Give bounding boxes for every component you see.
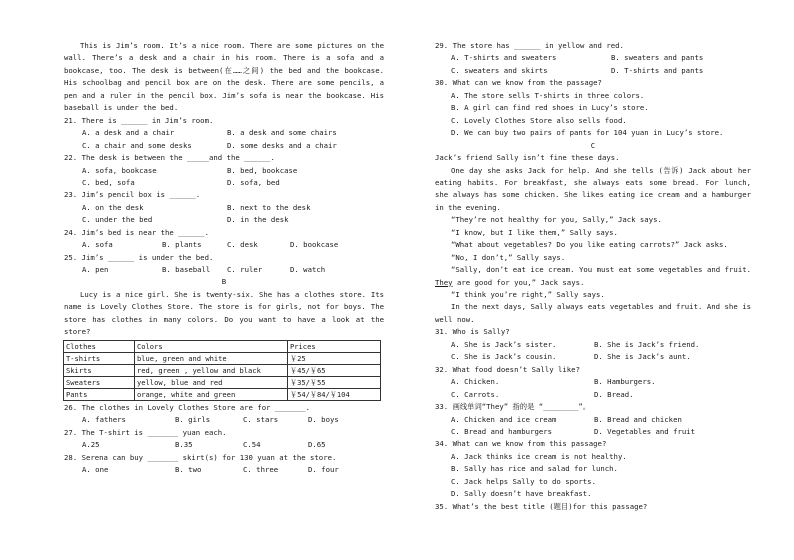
q34-option-c[interactable]: C. Jack helps Sally to do sports. — [451, 476, 596, 486]
q30-option-c[interactable]: C. Lovely Clothes Store also sells food. — [451, 115, 627, 125]
q26-option-b[interactable]: B. girls — [175, 415, 211, 425]
q25-option-a[interactable]: A. pen — [82, 265, 109, 275]
q22-option-a[interactable]: A. sofa, bookcase — [82, 165, 157, 175]
table-cell: ￥45/￥65 — [288, 364, 381, 376]
table-cell: ￥25 — [288, 352, 381, 364]
q28-option-b[interactable]: B. two — [175, 464, 202, 474]
passage-c-line: “No, I don’t,” Sally says. — [451, 252, 566, 262]
q24-options — [64, 239, 384, 251]
question-33: 33. 画线单词“They” 指的是 “________”。 — [435, 402, 591, 412]
table-cell: orange, white and green — [135, 388, 288, 400]
passage-c-line: “They’re not healthy for you, Sally,” Jack says. — [451, 215, 662, 225]
passage-c-line: In the next days, Sally always eats vegetables and fruit. And she is well now. — [435, 302, 751, 324]
q26-option-a[interactable]: A. fathers — [82, 415, 126, 425]
question-23: 23. Jim’s pencil box is ______. — [64, 190, 201, 200]
q33-option-a[interactable]: A. Chicken and ice cream — [451, 414, 557, 424]
right-column — [435, 40, 751, 513]
q32-option-d[interactable]: D. Bread. — [594, 389, 634, 399]
section-c-heading: C — [590, 140, 596, 150]
q23-option-d[interactable]: D. in the desk — [227, 215, 289, 225]
q34-option-d[interactable]: D. Sally doesn’t have breakfast. — [451, 489, 592, 499]
passage-c-line: One day she asks Jack for help. And she tells (告诉) Jack about her eating habits. For breakfast, she always eats some bread. For lunch, she always has some chicken. She likes eating ice cream and a hamburger in the evening. — [435, 165, 751, 212]
q21-option-d[interactable]: D. some desks and a chair — [227, 140, 337, 150]
q30-option-a[interactable]: A. The store sells T-shirts in three colors. — [451, 90, 645, 100]
q34-option-b[interactable]: B. Sally has rice and salad for lunch. — [451, 464, 618, 474]
q27-option-c[interactable]: C.54 — [243, 440, 261, 450]
passage-c-sally-line — [435, 264, 751, 289]
q23-option-a[interactable]: A. on the desk — [82, 202, 144, 212]
question-21: 21. There is ______ in Jim’s room. — [64, 115, 214, 125]
q31-option-d[interactable]: D. She is Jack’s aunt. — [594, 352, 691, 362]
q25-options — [64, 264, 384, 276]
header-prices: Prices — [288, 340, 381, 352]
passage-c-line: Jack’s friend Sally isn’t fine these days. — [435, 153, 620, 163]
q32-option-c[interactable]: C. Carrots. — [451, 389, 500, 399]
q24-option-b[interactable]: B. plants — [162, 240, 202, 250]
q22-option-b[interactable]: B. bed, bookcase — [227, 165, 298, 175]
q25-option-c[interactable]: C. ruler — [227, 265, 263, 275]
question-22: 22. The desk is between the _____and the ______. — [64, 153, 275, 163]
q31-option-c[interactable]: C. She is Jack’s cousin. — [451, 352, 557, 362]
question-35: 35. What’s the best title (题目)for this passage? — [435, 501, 648, 511]
q22-option-c[interactable]: C. bed, sofa — [82, 177, 135, 187]
underlined-they: They — [435, 277, 453, 287]
q31-option-b[interactable]: B. She is Jack’s friend. — [594, 339, 700, 349]
table-row — [64, 364, 381, 376]
q33-options-row2 — [435, 426, 751, 438]
q22-option-d[interactable]: D. sofa, bed — [227, 177, 280, 187]
table-cell: ￥54/￥84/￥104 — [288, 388, 381, 400]
q21-option-c[interactable]: C. a chair and some desks — [82, 140, 192, 150]
question-29: 29. The store has ______ in yellow and red. — [435, 41, 624, 50]
question-31: 31. Who is Sally? — [435, 327, 510, 337]
q24-option-d[interactable]: D. bookcase — [290, 240, 339, 250]
header-colors: Colors — [135, 340, 288, 352]
table-row — [64, 388, 381, 400]
table-header-row — [64, 340, 381, 352]
q24-option-c[interactable]: C. desk — [227, 240, 258, 250]
passage-c-text: “Sally, don’t eat ice cream. You must eat some vegetables and fruit. — [451, 265, 751, 275]
q33-options-row1 — [435, 414, 751, 426]
q27-options — [64, 439, 384, 451]
q28-options — [64, 464, 384, 476]
table-row — [64, 352, 381, 364]
q23-options-row1 — [64, 202, 384, 214]
header-clothes: Clothes — [64, 340, 135, 352]
q27-option-b[interactable]: B.35 — [175, 440, 193, 450]
question-25: 25. Jim’s ______ is under the bed. — [64, 252, 214, 262]
q26-option-d[interactable]: D. boys — [308, 415, 339, 425]
passage-c-text: are good for you,” Jack says. — [452, 277, 585, 287]
q22-options-row2 — [64, 177, 384, 189]
table-row — [64, 376, 381, 388]
q29-option-b[interactable]: B. sweaters and pants — [611, 53, 704, 63]
q29-option-d[interactable]: D. T-shirts and pants — [611, 65, 704, 75]
q31-option-a[interactable]: A. She is Jack’s sister. — [451, 339, 557, 349]
table-cell: ￥35/￥55 — [288, 376, 381, 388]
passage-c-line: “I know, but I like them,” Sally says. — [451, 227, 618, 237]
q33-option-b[interactable]: B. Bread and chicken — [594, 414, 682, 424]
q28-option-a[interactable]: A. one — [82, 464, 109, 474]
q24-option-a[interactable]: A. sofa — [82, 240, 113, 250]
q30-option-d[interactable]: D. We can buy two pairs of pants for 104 yuan in Lucy’s store. — [451, 128, 724, 138]
question-27: 27. The T-shirt is _______ yuan each. — [64, 427, 227, 437]
q21-options-row1 — [64, 127, 384, 139]
q22-options-row1 — [64, 165, 384, 177]
q29-option-a[interactable]: A. T-shirts and sweaters — [451, 53, 557, 63]
q26-option-c[interactable]: C. stars — [243, 415, 279, 425]
q33-option-c[interactable]: C. Bread and hamburgers — [451, 426, 553, 436]
q29-options-row1 — [435, 52, 751, 64]
q21-option-b[interactable]: B. a desk and some chairs — [227, 128, 337, 138]
table-cell: red, green , yellow and black — [135, 364, 288, 376]
q23-options-row2 — [64, 214, 384, 226]
q26-options — [64, 414, 384, 426]
q25-option-d[interactable]: D. watch — [290, 265, 326, 275]
q32-option-a[interactable]: A. Chicken. — [451, 377, 500, 387]
q34-option-a[interactable]: A. Jack thinks ice cream is not healthy. — [451, 451, 627, 461]
q31-options-row2 — [435, 351, 751, 363]
question-30: 30. What can we know from the passage? — [435, 78, 602, 88]
q33-option-d[interactable]: D. Vegetables and fruit — [594, 426, 696, 436]
question-26: 26. The clothes in Lovely Clothes Store are for _______. — [64, 402, 311, 412]
table-cell: Pants — [64, 388, 135, 400]
q27-option-d[interactable]: D.65 — [308, 440, 326, 450]
passage-b: Lucy is a nice girl. She is twenty-six. She has a clothes store. Its name is Lovely Clothes Store. The store is for girls, not for boys. The store has clothes in many colors. Do you want to have a look at the store? — [64, 289, 384, 337]
q23-option-b[interactable]: B. next to the desk — [227, 202, 311, 212]
table-cell: Skirts — [64, 364, 135, 376]
clothes-table — [63, 340, 381, 401]
left-column — [64, 40, 384, 476]
table-cell: yellow, blue and red — [135, 376, 288, 388]
q28-option-d[interactable]: D. four — [308, 464, 339, 474]
passage-c-line: “What about vegetables? Do you like eating carrots?” Jack asks. — [451, 240, 728, 250]
q32-option-b[interactable]: B. Hamburgers. — [594, 377, 656, 387]
question-32: 32. What food doesn’t Sally like? — [435, 364, 580, 374]
question-34: 34. What can we know from this passage? — [435, 439, 607, 449]
question-24: 24. Jim’s bed is near the ______. — [64, 227, 209, 237]
q29-option-c[interactable]: C. sweaters and skirts — [451, 65, 548, 75]
q21-option-a[interactable]: A. a desk and a chair — [82, 128, 175, 138]
section-b-heading: B — [221, 277, 227, 287]
table-cell: Sweaters — [64, 376, 135, 388]
passage-c-line: “I think you’re right,” Sally says. — [451, 290, 605, 300]
passage-a: This is Jim’s room. It’s a nice room. There are some pictures on the wall. There’s a desk and a chair in his room. There is a sofa and a bookcase, too. The desk is between(在……之间) the bed and the bookcase. His schoolbag and pencil box are on the desk. There are some pencils, a pen and a ruler in the pencil box. Jim’s sofa is near the bookcase. His baseball is under the bed. — [64, 41, 384, 113]
q32-options-row1 — [435, 376, 751, 388]
q27-option-a[interactable]: A.25 — [82, 440, 100, 450]
question-28: 28. Serena can buy _______ skirt(s) for 130 yuan at the store. — [64, 452, 337, 462]
q25-option-b[interactable]: B. baseball — [162, 265, 211, 275]
table-cell: blue, green and white — [135, 352, 288, 364]
q32-options-row2 — [435, 389, 751, 401]
q31-options-row1 — [435, 339, 751, 351]
q21-options-row2 — [64, 140, 384, 152]
q23-option-c[interactable]: C. under the bed — [82, 215, 153, 225]
q30-option-b[interactable]: B. A girl can find red shoes in Lucy’s store. — [451, 103, 649, 113]
table-cell: T-shirts — [64, 352, 135, 364]
q28-option-c[interactable]: C. three — [243, 464, 279, 474]
q29-options-row2 — [435, 65, 751, 77]
